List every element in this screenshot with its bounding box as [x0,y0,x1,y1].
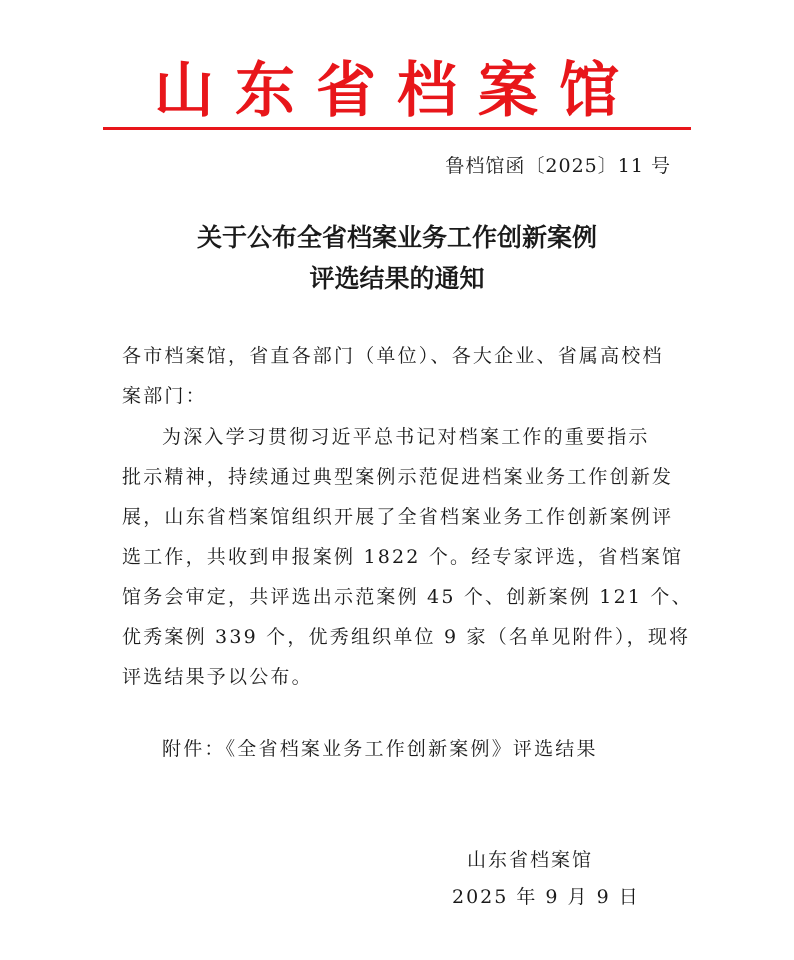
addressee-line-1: 各市档案馆，省直各部门（单位）、各大企业、省属高校档 [122,345,664,367]
body-paragraph-line: 展，山东省档案馆组织开展了全省档案业务工作创新案例评 [122,506,674,528]
letterhead-red-rule [103,127,691,130]
letterhead-org-name: 山东省档案馆 [154,56,640,126]
body-paragraph-line: 选工作，共收到申报案例 1822 个。经专家评选，省档案馆 [122,546,684,568]
document-title-line-2: 评选结果的通知 [309,264,485,293]
attachment-note: 附件：《全省档案业务工作创新案例》评选结果 [162,738,598,760]
body-paragraph-line: 为深入学习贯彻习近平总书记对档案工作的重要指示 [162,426,650,448]
signature-date: 2025 年 9 月 9 日 [452,886,640,908]
document-title-line-1: 关于公布全省档案业务工作创新案例 [196,223,597,252]
body-paragraph-line: 评选结果予以公布。 [122,666,313,688]
body-paragraph-line: 批示精神，持续通过典型案例示范促进档案业务工作创新发 [122,466,674,488]
addressee-line-2: 案部门： [122,385,207,407]
document-number: 鲁档馆函〔2025〕11 号 [445,155,671,177]
signature-org: 山东省档案馆 [467,849,594,871]
body-paragraph-line: 优秀案例 339 个，优秀组织单位 9 家（名单见附件），现将 [122,626,691,648]
body-paragraph-line: 馆务会审定，共评选出示范案例 45 个、创新案例 121 个、 [122,586,693,608]
